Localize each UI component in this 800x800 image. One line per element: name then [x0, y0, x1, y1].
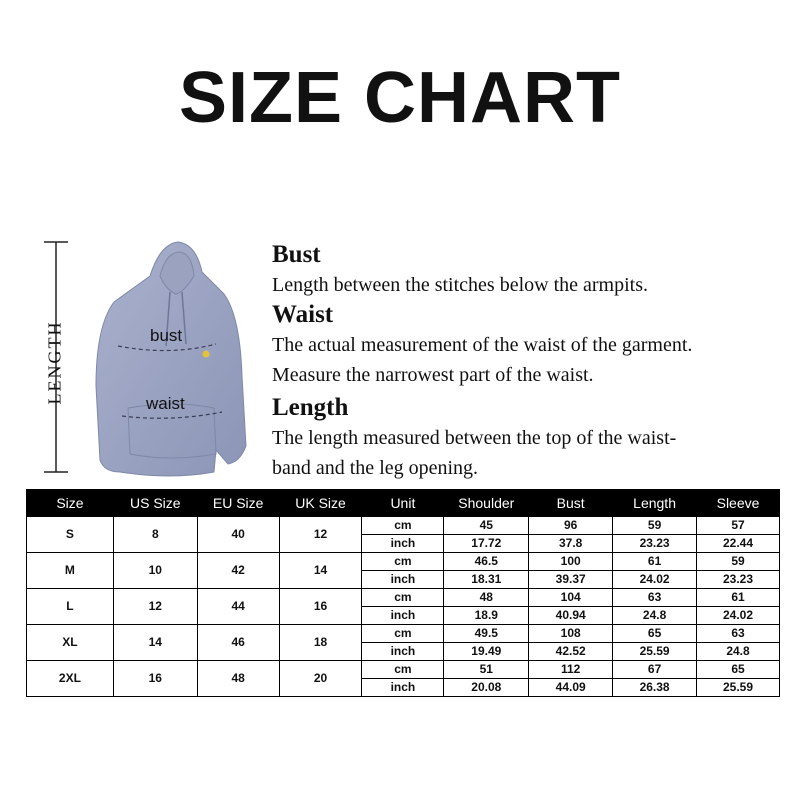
- bust-label: bust: [150, 326, 183, 345]
- cell-eu-size: 48: [197, 661, 279, 697]
- hoodie-icon: [90, 236, 250, 481]
- table-header-row: [27, 490, 780, 517]
- cell-bust: 104: [529, 589, 613, 607]
- length-description: [272, 393, 676, 483]
- cell-us-size: 12: [113, 589, 197, 625]
- waist-description: [272, 300, 692, 390]
- table-row: [27, 517, 780, 535]
- cell-length: 26.38: [613, 679, 697, 697]
- cell-unit: inch: [362, 535, 444, 553]
- cell-shoulder: 46.5: [444, 553, 529, 571]
- bust-description: [272, 240, 648, 300]
- cell-us-size: 16: [113, 661, 197, 697]
- cell-uk-size: 14: [279, 553, 362, 589]
- bust-heading: Bust: [272, 241, 321, 268]
- table-row: [27, 625, 780, 643]
- cell-length: 25.59: [613, 643, 697, 661]
- header-sleeve: Sleeve: [697, 490, 780, 517]
- bust-text-line: Length between the stitches below the armpits.: [272, 274, 649, 296]
- cell-eu-size: 42: [197, 553, 279, 589]
- cell-size: M: [27, 553, 114, 589]
- table-row: [27, 589, 780, 607]
- cell-unit: cm: [362, 661, 444, 679]
- cell-bust: 37.8: [529, 535, 613, 553]
- cell-uk-size: 20: [279, 661, 362, 697]
- cell-length: 24.02: [613, 571, 697, 589]
- cell-shoulder: 49.5: [444, 625, 529, 643]
- cell-sleeve: 22.44: [697, 535, 780, 553]
- cell-size: 2XL: [27, 661, 114, 697]
- cell-shoulder: 18.9: [444, 607, 529, 625]
- cell-sleeve: 25.59: [697, 679, 780, 697]
- cell-bust: 40.94: [529, 607, 613, 625]
- cell-bust: 44.09: [529, 679, 613, 697]
- cell-eu-size: 44: [197, 589, 279, 625]
- cell-size: XL: [27, 625, 114, 661]
- waist-heading: Waist: [272, 301, 334, 328]
- cell-uk-size: 12: [279, 517, 362, 553]
- cell-unit: cm: [362, 553, 444, 571]
- cell-uk-size: 18: [279, 625, 362, 661]
- cell-unit: cm: [362, 517, 444, 535]
- cell-us-size: 8: [113, 517, 197, 553]
- cell-bust: 96: [529, 517, 613, 535]
- cell-sleeve: 65: [697, 661, 780, 679]
- cell-shoulder: 51: [444, 661, 529, 679]
- header-length: Length: [613, 490, 697, 517]
- cell-bust: 39.37: [529, 571, 613, 589]
- cell-sleeve: 23.23: [697, 571, 780, 589]
- length-text-line: The length measured between the top of the waist-: [272, 427, 677, 449]
- cell-unit: inch: [362, 571, 444, 589]
- cell-shoulder: 45: [444, 517, 529, 535]
- cell-length: 67: [613, 661, 697, 679]
- length-heading: Length: [272, 394, 349, 421]
- cell-length: 63: [613, 589, 697, 607]
- cell-shoulder: 17.72: [444, 535, 529, 553]
- cell-length: 23.23: [613, 535, 697, 553]
- waist-text-line: Measure the narrowest part of the waist.: [272, 364, 594, 386]
- cell-unit: cm: [362, 625, 444, 643]
- cell-unit: inch: [362, 643, 444, 661]
- cell-sleeve: 61: [697, 589, 780, 607]
- waist-label: waist: [146, 394, 185, 413]
- cell-us-size: 14: [113, 625, 197, 661]
- size-table: [26, 489, 780, 697]
- header-us-size: US Size: [113, 490, 197, 517]
- cell-length: 61: [613, 553, 697, 571]
- cell-sleeve: 24.02: [697, 607, 780, 625]
- length-text-line: band and the leg opening.: [272, 457, 479, 479]
- cell-unit: inch: [362, 607, 444, 625]
- header-unit: Unit: [362, 490, 444, 517]
- cell-bust: 42.52: [529, 643, 613, 661]
- cell-size: L: [27, 589, 114, 625]
- table-row: [27, 661, 780, 679]
- cell-unit: inch: [362, 679, 444, 697]
- header-size: Size: [27, 490, 114, 517]
- header-shoulder: Shoulder: [444, 490, 529, 517]
- cell-eu-size: 46: [197, 625, 279, 661]
- cell-shoulder: 18.31: [444, 571, 529, 589]
- cell-bust: 112: [529, 661, 613, 679]
- cell-bust: 108: [529, 625, 613, 643]
- cell-shoulder: 19.49: [444, 643, 529, 661]
- cell-shoulder: 48: [444, 589, 529, 607]
- cell-sleeve: 57: [697, 517, 780, 535]
- header-bust: Bust: [529, 490, 613, 517]
- cell-sleeve: 59: [697, 553, 780, 571]
- cell-shoulder: 20.08: [444, 679, 529, 697]
- header-uk-size: UK Size: [279, 490, 362, 517]
- cell-bust: 100: [529, 553, 613, 571]
- table-row: [27, 553, 780, 571]
- cell-sleeve: 63: [697, 625, 780, 643]
- cell-unit: cm: [362, 589, 444, 607]
- waist-text-line: The actual measurement of the waist of the garment.: [272, 334, 693, 356]
- length-label: LENGTH: [44, 320, 65, 405]
- cell-us-size: 10: [113, 553, 197, 589]
- cell-length: 65: [613, 625, 697, 643]
- cell-uk-size: 16: [279, 589, 362, 625]
- cell-length: 59: [613, 517, 697, 535]
- page-title: SIZE CHART: [179, 58, 621, 138]
- cell-eu-size: 40: [197, 517, 279, 553]
- cell-size: S: [27, 517, 114, 553]
- cell-length: 24.8: [613, 607, 697, 625]
- header-eu-size: EU Size: [197, 490, 279, 517]
- cell-sleeve: 24.8: [697, 643, 780, 661]
